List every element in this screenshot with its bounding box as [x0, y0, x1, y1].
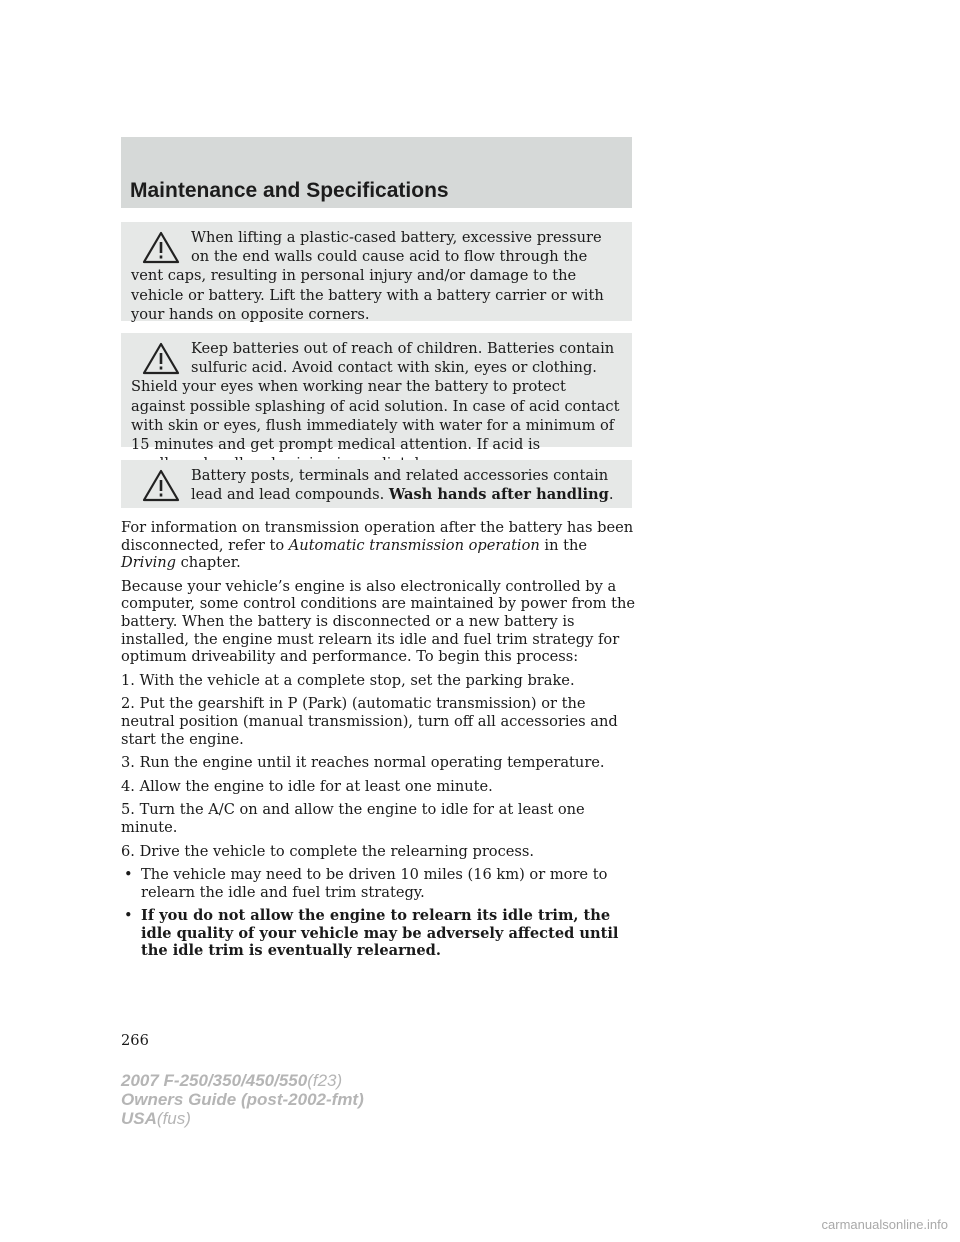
warning-emphasis: Wash hands after handling [388, 486, 609, 504]
bullet-icon: • [124, 907, 133, 925]
warning-box-3 [121, 460, 632, 508]
cross-reference: Automatic transmission operation [288, 536, 540, 554]
step-2: 2. Put the gearshift in P (Park) (automatic transmission) or the neutral position (manual transmission), turn off all accessories and start the engine. [121, 695, 618, 748]
warning-triangle-icon [141, 341, 181, 377]
step-6: 6. Drive the vehicle to complete the relearning process. [121, 842, 535, 860]
chapter-reference: Driving [121, 554, 176, 572]
bullet-item-1: • The vehicle may need to be driven 10 miles (16 km) or more to relearn the idle and fuel trim strategy. [124, 866, 608, 901]
step-1: 1. With the vehicle at a complete stop, set the parking brake. [121, 671, 575, 689]
step-5: 5. Turn the A/C on and allow the engine to idle for at least one minute. [121, 801, 585, 836]
document-footer: 2007 F-250/350/450/550(f23) Owners Guide (post-2002-fmt) USA(fus) [121, 1071, 364, 1128]
page-number: 266 [121, 1032, 149, 1049]
warning-text-2: Keep batteries out of reach of children. Batteries contain sulfuric acid. Avoid contact with skin, eyes or clothing. Shield your eyes when working near the battery to protect against possible splashing of acid solution. In case of acid contact with skin or eyes, flush immediately with water for a minimum of 15 minutes and get prompt medical attention. If acid is [131, 340, 620, 454]
bullet-item-2: • If you do not allow the engine to relearn its idle trim, the idle quality of your vehicle may be adversely affected until the idle trim is eventually relearned. [124, 907, 619, 960]
warning-triangle-icon [141, 468, 181, 504]
intro-paragraph: For information on transmission operation after the battery has been disconnected, refer to Automatic transmission operation in the Driving chapter. [121, 519, 634, 572]
warning-triangle-icon [141, 230, 181, 266]
warning-box-1 [121, 222, 632, 321]
warning-text-1: When lifting a plastic-cased battery, excessive pressure on the end walls could cause acid to flow through the vent caps, resulting in personal injury and/or damage to the vehicle or battery. Lift the battery with a battery carrier or with your hands on opposite corners. [131, 229, 604, 323]
step-3: 3. Run the engine until it reaches normal operating temperature. [121, 754, 605, 772]
warning-text-3: Battery posts, terminals and related accessories contain lead and lead compounds. Wash hands after handling. [191, 467, 614, 504]
section-title: Maintenance and Specifications [130, 179, 449, 202]
relearn-paragraph: Because your vehicle’s engine is also electronically controlled by a computer, some control conditions are maintained by power from the battery. When the battery is disconnected or a new battery is installed, the engine must relearn its idle and fuel trim strategy for optimum driveability and performance. To begin this process: [121, 577, 636, 666]
watermark: carmanualsonline.info [821, 1217, 948, 1232]
step-4: 4. Allow the engine to idle for at least one minute. [121, 777, 493, 795]
body-content [121, 519, 641, 966]
bullet-icon: • [124, 866, 133, 884]
section-header [121, 137, 632, 208]
warning-box-2 [121, 333, 632, 454]
